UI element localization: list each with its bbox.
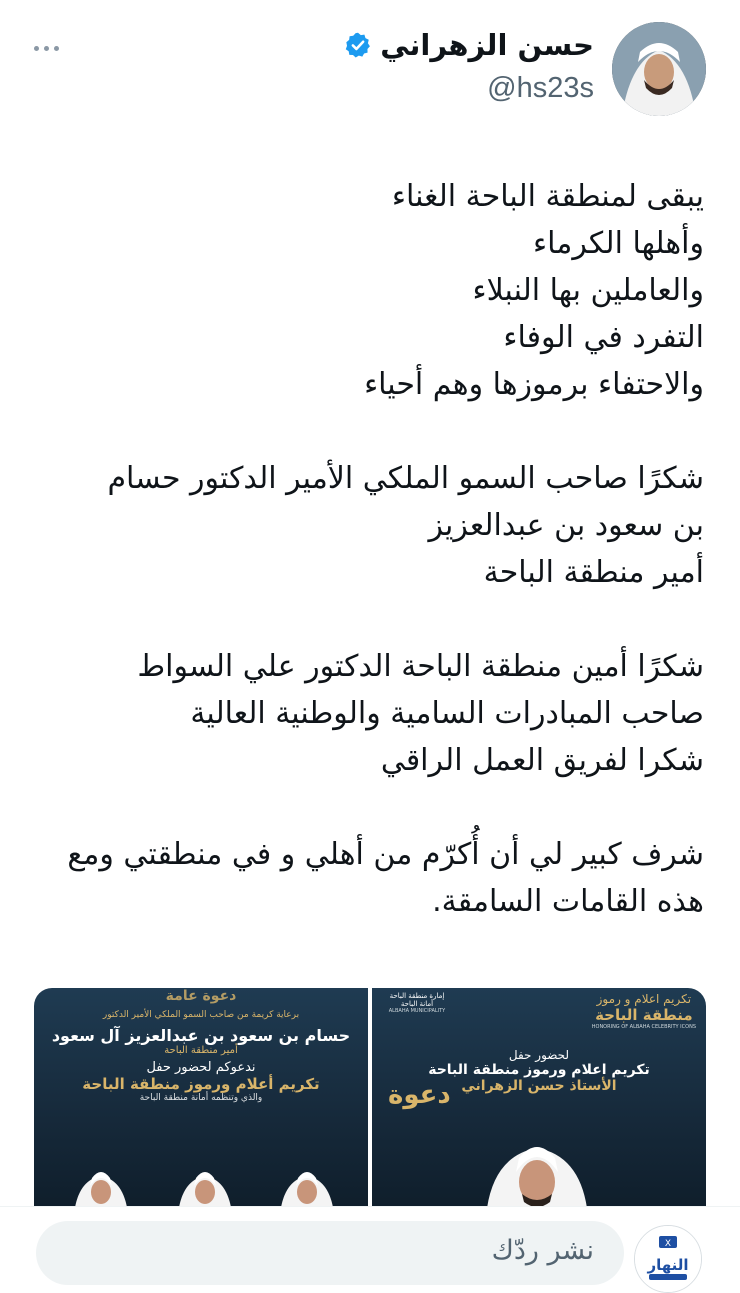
author-avatar[interactable] xyxy=(612,22,706,116)
honoree-portrait xyxy=(482,1136,592,1208)
tweet-text-line: والاحتفاء برموزها وهم أحياء xyxy=(364,367,704,402)
card-line2: تكريم اعلام ورموز منطقة الباحة xyxy=(428,1062,650,1078)
current-user-avatar[interactable] xyxy=(634,1225,702,1293)
tweet-text xyxy=(34,173,704,925)
card-line3: الأستاذ حسن الزهراني xyxy=(461,1078,617,1094)
card-event: تكريم أعلام ورموز منطقة الباحة xyxy=(82,1075,320,1093)
media-image-general-invitation[interactable] xyxy=(34,988,368,1208)
media-image-personal-invitation[interactable] xyxy=(372,988,706,1208)
reply-input[interactable] xyxy=(36,1221,624,1285)
tweet-text-line: شكرًا أمين منطقة الباحة الدكتور علي السواط xyxy=(137,649,704,684)
logo-line2: منطقة الباحة xyxy=(595,1006,693,1024)
tweet-text-line: وأهلها الكرماء xyxy=(533,226,704,261)
tweet-text-blank-line xyxy=(34,784,704,831)
card-prince-name: حسام بن سعود بن عبدالعزيز آل سعود xyxy=(51,1026,351,1045)
tweet-text-line: صاحب المبادرات السامية والوطنية العالية xyxy=(190,696,704,731)
reply-placeholder: نشر ردّك xyxy=(491,1235,594,1266)
author-display-name[interactable]: حسن الزهراني xyxy=(380,28,594,62)
tweet-text-line: شرف كبير لي أن أُكرّم من أهلي و في منطقتي ومع xyxy=(67,837,704,872)
tweet-media[interactable] xyxy=(34,988,706,1208)
author-name-row xyxy=(344,28,594,62)
honoree-photo xyxy=(274,1166,340,1208)
card-prince-title: أمير منطقة الباحة xyxy=(164,1045,238,1056)
tweet-text-line: شكرا لفريق العمل الراقي xyxy=(380,743,704,778)
logo-line1: تكريم اعلام و رموز xyxy=(596,992,692,1006)
honoree-photo xyxy=(172,1166,238,1208)
alnahar-logo-icon xyxy=(635,1226,701,1292)
org1-name: أمانة الباحة xyxy=(400,1000,434,1008)
more-options-icon[interactable] xyxy=(34,38,70,58)
card-organizer: والذي وتنظمه أمانة منطقة الباحة xyxy=(139,1093,263,1103)
card-invite: ندعوكم لحضور حفل xyxy=(146,1060,256,1075)
org1-english: ALBAHA MUNICIPALITY xyxy=(388,1008,446,1014)
tweet-text-line: بن سعود بن عبدالعزيز xyxy=(428,508,704,543)
tweet-text-line: شكرًا صاحب السمو الملكي الأمير الدكتور حسام xyxy=(107,461,704,496)
tweet-text-line: التفرد في الوفاء xyxy=(503,320,704,355)
tweet-text-line: أمير منطقة الباحة xyxy=(483,555,704,590)
card-header: دعوة عامة xyxy=(165,988,237,1004)
avatar-photo xyxy=(612,22,706,116)
org2-name: إمارة منطقة الباحة xyxy=(389,992,445,1000)
tweet-text-line: هذه القامات السامقة. xyxy=(432,884,704,919)
event-logo xyxy=(592,992,696,1030)
reply-bar xyxy=(0,1206,740,1281)
honoree-photo xyxy=(68,1166,134,1208)
tweet-text-blank-line xyxy=(34,596,704,643)
card-line1: لحضور حفل xyxy=(508,1048,570,1062)
tweet-text-line: يبقى لمنطقة الباحة الغناء xyxy=(391,179,704,214)
alnahar-logo-text: النهار xyxy=(647,1256,689,1274)
verified-badge-icon xyxy=(344,31,372,59)
card-patron: برعاية كريمة من صاحب السمو الملكي الأمير الدكتور xyxy=(102,1010,300,1020)
tweet-header xyxy=(0,0,740,130)
tweet-text-line: والعاملين بها النبلاء xyxy=(472,273,704,308)
logo-english: HONORING OF ALBAHA CELEBRITY ICONS xyxy=(591,1024,696,1030)
invite-word: دعوة xyxy=(388,1080,451,1110)
svg-text:X: X xyxy=(664,1239,672,1249)
tweet-text-blank-line xyxy=(34,408,704,455)
org-logos xyxy=(382,992,452,1014)
author-handle[interactable]: @hs23s xyxy=(487,72,594,104)
